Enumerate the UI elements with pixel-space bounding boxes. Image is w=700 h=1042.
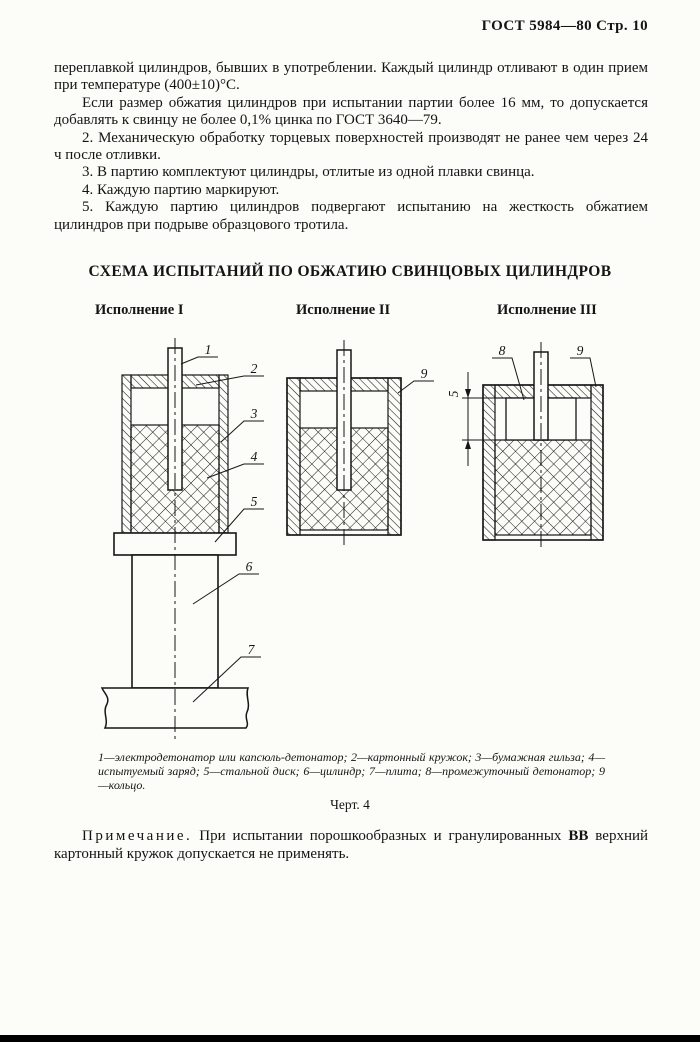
assembly-variant-2 bbox=[287, 340, 401, 546]
callout-4: 4 bbox=[250, 449, 258, 464]
note bbox=[54, 828, 648, 863]
ring-left-wall bbox=[287, 378, 300, 535]
paragraph: Если размер обжатия цилиндров при испытании партии более 16 мм, то допускается добавлять к свинцу не более 0,1% цинка по ГОСТ 3640—79. bbox=[54, 94, 648, 129]
paragraph: 4. Каждую партию маркируют. bbox=[82, 181, 280, 198]
paper-sleeve-right-wall bbox=[219, 375, 228, 533]
dim-arrow-top bbox=[465, 389, 471, 398]
note-label: Примечание. bbox=[82, 828, 193, 844]
callout-5: 5 bbox=[250, 494, 258, 509]
callout-3: 3 bbox=[250, 406, 258, 421]
callout-1: 1 bbox=[204, 342, 212, 357]
callout-6: 6 bbox=[245, 559, 253, 574]
assembly-variant-3 bbox=[483, 342, 603, 550]
paragraph: переплавкой цилиндров, бывших в употреблении. Каждый цилиндр отливают в один прием при температуре (400±10)°С. bbox=[54, 60, 648, 94]
note-text-bold: ВВ bbox=[568, 828, 589, 844]
test-charge-section bbox=[495, 440, 591, 535]
note-text-1: При испытании порошкообразных и гранулированных bbox=[199, 828, 562, 844]
page-header bbox=[482, 18, 648, 35]
variant-label-2: Исполнение II bbox=[296, 302, 391, 318]
scan-edge-artifact bbox=[0, 1035, 700, 1042]
ring-right-wall bbox=[388, 378, 401, 535]
callout-8: 8 bbox=[498, 343, 506, 358]
doc-reference: ГОСТ 5984—80 Стр. 10 bbox=[481, 18, 648, 34]
callout-2: 2 bbox=[250, 361, 258, 376]
paper-sleeve-left-wall bbox=[122, 375, 131, 533]
figure-title: СХЕМА ИСПЫТАНИЙ ПО ОБЖАТИЮ СВИНЦОВЫХ ЦИЛИНДРОВ bbox=[88, 263, 612, 280]
callout-9b: 9 bbox=[576, 343, 584, 358]
callout-7: 7 bbox=[247, 642, 255, 657]
leader-line-1 bbox=[181, 357, 218, 364]
dimension-value: 5 bbox=[446, 390, 461, 398]
callouts-variant-2 bbox=[398, 366, 434, 393]
body-text bbox=[54, 60, 648, 234]
figure-number: Черт. 4 bbox=[330, 797, 370, 812]
leader-line-9 bbox=[398, 381, 434, 393]
variant-label-3: Исполнение III bbox=[497, 302, 597, 318]
callout-9: 9 bbox=[420, 366, 428, 381]
ring-left-wall bbox=[483, 385, 495, 540]
assembly-variant-1 bbox=[102, 338, 248, 740]
test-scheme-figure bbox=[0, 330, 700, 748]
paragraph: 3. В партию комплектуют цилиндры, отлитые из одной плавки свинца. bbox=[82, 164, 535, 181]
paragraph: 5. Каждую партию цилиндров подвергают испытанию на жесткость обжатием цилиндров при подрыве образцового тротила. bbox=[54, 199, 648, 233]
paragraph: 2. Механическую обработку торцевых поверхностей производят не ранее чем через 24 ч после отливки. bbox=[54, 129, 648, 164]
ring-right-wall bbox=[591, 385, 603, 540]
note-text-2: верхний картонный кружок допускается не применять. bbox=[54, 828, 649, 862]
variant-label-1: Исполнение I bbox=[95, 302, 184, 318]
leader-line-9b bbox=[570, 358, 596, 387]
dim-arrow-bottom bbox=[465, 440, 471, 449]
figure-caption: 1—электродетонатор или капсюль-детонатор; 2—картонный кружок; 3—бумажная гильза; 4—испытуемый заряд; 5—стальной диск; 6—цилиндр; 7—плита; 8—промежуточный детонатор; 9—кольцо. bbox=[98, 750, 605, 792]
